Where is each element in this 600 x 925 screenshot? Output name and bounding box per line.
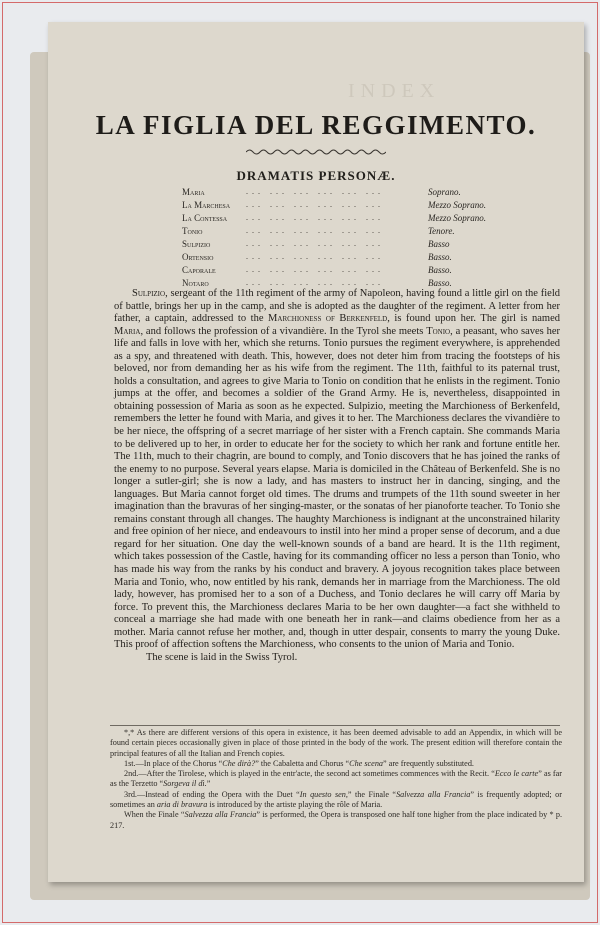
footnote-text: 2nd.—After the Tirolese, which is played in the entr'acte, the second act sometimes commences with the Recit. “ — [124, 769, 495, 779]
synopsis-paragraph — [114, 288, 560, 652]
cast-row — [182, 211, 510, 224]
cast-role: Maria — [182, 186, 205, 197]
footnote-intro — [110, 728, 562, 759]
cast-voice: Basso. — [428, 277, 452, 288]
italic-title: Salvezza alla Francia — [184, 810, 257, 820]
leader-dots: ... ... ... ... ... ... — [246, 226, 384, 235]
cast-voice: Mezzo Soprano. — [428, 212, 486, 223]
page-title: LA FIGLIA DEL REGGIMENTO. — [95, 110, 537, 140]
cast-row — [182, 185, 510, 198]
footnote-finale — [110, 810, 562, 831]
footnote-first — [110, 759, 562, 769]
leader-dots: ... ... ... ... ... ... — [246, 200, 384, 209]
cast-row — [182, 237, 510, 250]
cast-row — [182, 224, 510, 237]
italic-title: In questo sen — [299, 789, 346, 799]
cast-voice: Tenore. — [428, 225, 455, 236]
character-name: Maria — [114, 325, 141, 337]
footnote-text: ” the Cabaletta and Chorus “ — [255, 758, 350, 768]
cast-voice: Basso. — [428, 251, 452, 262]
footnote-text: ” are frequently substituted. — [383, 758, 474, 768]
footnote-text: is introduced by the artiste playing the rôle of Maria. — [207, 800, 383, 810]
cast-row — [182, 263, 510, 276]
synopsis-text: , a peasant, who saves her life and falls in love with her, which she returns. Tonio pursues the regiment everywhere, is apprehended as a spy, and threatened with death. This, however, does not deter him from tracing the footsteps of his beloved, nor from demanding her as his wife from the regiment. The 11th, faithful to its paternal trust, holds a consultation, and agrees to give Maria to Tonio on condition that he enlists in the regiment. Tonio jumps at the offer, and becomes a soldier of the Grand Army. He is, nevertheless, disappointed in obtaining possession of Maria as soon as he expected. Sulpizio, meeting the Marchioness of Berkenfeld, remembers the letter he found with Maria, and gives it to her. The Marchioness declares the vivandière to be her niece, the offspring of a secret marriage of her sister with a French captain. She commands Maria to be delivered up to her, in order to educate her for the society to which her rank and fortune entitle her. The 11th, much to their chagrin, are bound to comply, and Tonio discovers that he has joined the ranks of the enemy to no purpose. Several years elapse. Maria is domiciled in the Château of Berkenfeld. She is no longer a sutler-girl; she is now a lady, and has masters to instruct her in dancing, singing, and the languages. But Maria cannot forget old times. The drums and trumpets of the 11th sound sweeter in her imagination than the bravuras of her singing-master, or the sonatas of her pianoforte teacher. To Tonio she remains constant through all changes. The haughty Marchioness is indignant at the unconstrained hilarity and free opinion of her niece, and endeavours to instil into her mind a proper sense of decorum, and a due regard for her situation. One day the well-known sounds of a band are heard. It is the 11th regiment, which takes possession of the Castle, having for its commanding officer no less a person than Tonio, who has made his way from the ranks by his conduct and bravery. A joyous recognition takes place between Maria and Tonio, who, now entitled by his rank, demands her in marriage from the Marchioness. The old lady, however, has promised her to a son of a Duchess, and Tonio declares he will carry off Maria by force. To prevent this, the Marchioness declares Maria to be her own daughter—a fact she withheld to conceal a marriage she had made with one beneath her in rank—and claims obedience from her as a mother. Maria cannot refuse her mother, and, though in utter despair, consents to marry the young Duke. This proof of affection softens the Marchioness, who consents to the union of Maria and Tonio. — [114, 325, 560, 651]
cast-voice: Basso. — [428, 264, 452, 275]
footnote-third — [110, 790, 562, 811]
scene-note: The scene is laid in the Swiss Tyrol. — [146, 651, 298, 663]
cast-row — [182, 198, 510, 211]
leader-dots: ... ... ... ... ... ... — [246, 265, 384, 274]
cast-role: La Marchesa — [182, 199, 231, 210]
synopsis-text: , is found upon her. The girl is named — [387, 313, 561, 325]
dramatis-heading: DRAMATIS PERSONÆ. — [236, 168, 396, 183]
ornamental-rule — [246, 148, 386, 156]
footnote-text: ” is performed, the Opera is transposed one half tone higher from the place indicated by * p. 217. — [110, 810, 563, 830]
character-name: Sulpizio — [132, 288, 166, 299]
leader-dots: ... ... ... ... ... ... — [246, 252, 384, 261]
footnote-text: 3rd.—Instead of ending the Opera with the Duet “ — [124, 789, 300, 799]
footnotes — [110, 728, 562, 831]
cast-role: Sulpizio — [182, 238, 211, 249]
cast-voice: Soprano. — [428, 186, 461, 197]
synopsis-text: , sergeant of the 11th regiment of the army of Napoleon, having found a little girl on the field of battle, brings her up in the camp, and she is adopted as the daughter of the regiment. A letter from her father, a captain, addressed to the — [114, 288, 560, 325]
italic-title: Salvezza alla Francia — [396, 789, 471, 799]
leader-dots: ... ... ... ... ... ... — [246, 239, 384, 248]
footnote-marker: *,* — [124, 728, 135, 737]
footnote-text: ,” the Finale “ — [345, 789, 397, 799]
cast-list — [182, 185, 510, 289]
footnote-text: As there are different versions of this opera in existence, it has been deemed advisable to add an Appendix, in which will be found certain pieces occasionally given in place of those printed in the body of the work. The present edition will therefore contain the principal features of all the Italian and French copies. — [110, 728, 562, 758]
synopsis — [114, 288, 560, 664]
character-name: Tonio — [426, 325, 451, 337]
footnote-rule — [110, 725, 560, 726]
footnote-text: ” as far as the Terzetto “ — [110, 769, 562, 789]
footnote-text: ” is frequently adopted; or sometimes an — [110, 789, 562, 810]
character-name: Marchioness of Berkenfeld — [268, 313, 388, 325]
italic-title: Ecco le carte — [494, 769, 539, 779]
leader-dots: ... ... ... ... ... ... — [246, 278, 384, 287]
footnote-text: ” — [206, 779, 211, 789]
leader-dots: ... ... ... ... ... ... — [246, 213, 384, 222]
bleed-through-text: INDEX — [348, 80, 441, 102]
footnote-text: When the Finale “ — [124, 810, 185, 820]
cast-role: Notaro — [182, 277, 209, 288]
synopsis-text: , and follows the profession of a vivandière. In the Tyrol she meets — [140, 325, 427, 337]
footnote-text: 1st.—In place of the Chorus “ — [124, 758, 223, 768]
cast-voice: Basso — [428, 238, 450, 249]
cast-row — [182, 250, 510, 263]
cast-role: La Contessa — [182, 212, 228, 223]
cast-role: Caporale — [182, 264, 216, 275]
italic-title: Che scena — [349, 758, 384, 768]
book-page — [48, 22, 584, 882]
cast-voice: Mezzo Soprano. — [428, 199, 486, 210]
footnote-second — [110, 769, 562, 790]
italic-title: Che dirà? — [222, 758, 256, 768]
cast-role: Tonio — [182, 225, 203, 236]
cast-role: Ortensio — [182, 251, 214, 262]
leader-dots: ... ... ... ... ... ... — [246, 187, 384, 196]
italic-title: Sorgeva il dì. — [163, 779, 207, 789]
italic-title: aria di bravura — [156, 800, 208, 810]
